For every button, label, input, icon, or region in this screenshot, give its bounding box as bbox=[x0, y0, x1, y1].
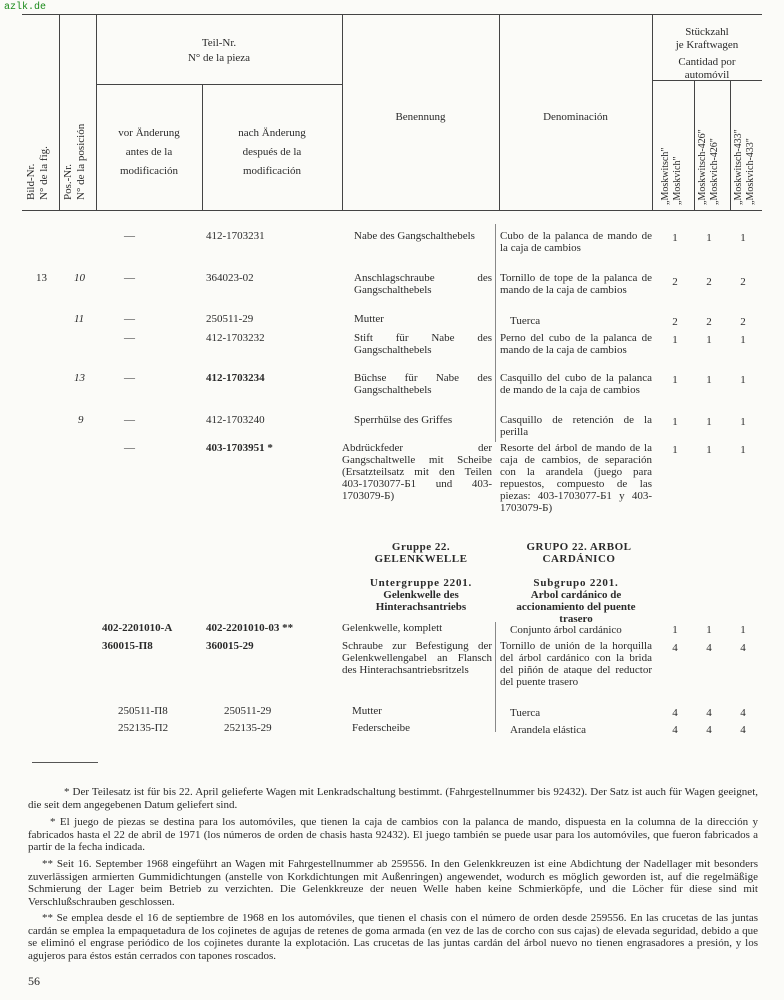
qty-moskwitsch: 2 bbox=[672, 316, 678, 328]
vor-aenderung-cell: 250511-П8 bbox=[118, 705, 168, 717]
qty-433: 4 bbox=[740, 707, 746, 719]
qty-426: 1 bbox=[706, 444, 712, 456]
qty-433: 1 bbox=[740, 444, 746, 456]
header-benennung: Benennung bbox=[395, 111, 446, 123]
footnote-1-es: * El juego de piezas se destina para los automóviles, que tienen la caja de cambios con la palanca de mando, dispuesta en la columna de la dirección y fabricados hasta el 22 de abril de 1971 (los números de orden de chasis hasta 92432). El juego también se puede usar para los automóviles, que fueron fabricados a partir de la fecha indicada. bbox=[28, 816, 758, 853]
header-pos-nr: Pos.-Nr. N° de la posición bbox=[62, 123, 87, 200]
qty-433: 1 bbox=[740, 232, 746, 244]
header-model-433: „Moskwitsch-433" „Moskvich-433" bbox=[733, 129, 756, 205]
benennung-cell: Anschlagschraube des Gangschalthebels bbox=[354, 272, 492, 296]
nach-aenderung-cell: 412-1703232 bbox=[206, 332, 265, 344]
subgroup-de: Untergruppe 2201. Gelenkwelle des Hinterachsantriebs bbox=[369, 577, 473, 613]
benennung-cell: Abdrückfeder der Gangschaltwelle mit Scheibe (Ersatzteilsatz mit den Teilen 403-1703077-Б1 und 403-1703079-Б) bbox=[342, 442, 492, 502]
vor-aenderung-cell: 402-2201010-А bbox=[102, 622, 173, 634]
qty-moskwitsch: 1 bbox=[672, 444, 678, 456]
benennung-cell: Federscheibe bbox=[352, 722, 411, 734]
page-number: 56 bbox=[28, 974, 40, 988]
nach-aenderung-cell: 412-1703240 bbox=[206, 414, 265, 426]
nach-aenderung-cell: 402-2201010-03 ** bbox=[206, 622, 294, 634]
qty-moskwitsch: 1 bbox=[672, 334, 678, 346]
denominacion-cell: Conjunto árbol cardánico bbox=[510, 624, 622, 636]
denominacion-cell: Casquillo de retención de la perilla bbox=[500, 414, 652, 438]
denominacion-cell: Tuerca bbox=[510, 707, 541, 719]
qty-433: 1 bbox=[740, 334, 746, 346]
benennung-cell: Büchse für Nabe des Gangschalthebels bbox=[354, 372, 492, 396]
header-model-426: „Moskwitsch-426" „Moskvich-426" bbox=[697, 129, 720, 205]
qty-433: 1 bbox=[740, 416, 746, 428]
header-nach-aenderung: nach Änderung después de la modificación bbox=[238, 127, 306, 177]
vor-aenderung-cell: 252135-П2 bbox=[118, 722, 169, 734]
nach-aenderung-cell: 403-1703951 * bbox=[206, 442, 273, 454]
qty-433: 2 bbox=[740, 276, 746, 288]
qty-moskwitsch: 1 bbox=[672, 232, 678, 244]
benennung-cell: Nabe des Gangschalthebels bbox=[354, 230, 475, 242]
qty-moskwitsch: 4 bbox=[672, 642, 678, 654]
denominacion-cell: Perno del cubo de la palanca de mando de la caja de cambios bbox=[500, 332, 652, 356]
vor-aenderung-cell: — bbox=[124, 442, 135, 454]
qty-moskwitsch: 2 bbox=[672, 276, 678, 288]
qty-426: 1 bbox=[706, 624, 712, 636]
nach-aenderung-cell: 412-1703234 bbox=[206, 372, 265, 384]
qty-426: 4 bbox=[706, 642, 712, 654]
benennung-cell: Schraube zur Befestigung der Gelenkwellengabel an Flansch des Hinterachsantriebsritzels bbox=[342, 640, 492, 676]
nach-aenderung-cell: 250511-29 bbox=[206, 313, 254, 325]
benennung-cell: Mutter bbox=[354, 313, 384, 325]
group-heading-es: GRUPO 22. ARBOL CARDÁNICO bbox=[526, 541, 632, 565]
footnote-rule bbox=[32, 762, 98, 763]
qty-moskwitsch: 1 bbox=[672, 416, 678, 428]
subgroup-es: Subgrupo 2201. Arbol cardánico de accionamiento del puente trasero bbox=[516, 577, 636, 625]
header-stueckzahl: Stückzahl je Kraftwagen Cantidad por automóvil bbox=[675, 26, 739, 81]
qty-433: 4 bbox=[740, 642, 746, 654]
vor-aenderung-cell: — bbox=[124, 372, 135, 384]
denominacion-cell: Arandela elástica bbox=[510, 724, 587, 736]
qty-433: 1 bbox=[740, 374, 746, 386]
vor-aenderung-cell: — bbox=[124, 313, 135, 325]
pos-nr-cell: 9 bbox=[78, 414, 84, 426]
benennung-cell: Stift für Nabe des Gangschalthebels bbox=[354, 332, 492, 356]
header-bild-nr: Bild-Nr. N° de la fig. bbox=[25, 146, 50, 200]
header-model-moskwitsch: „Moskwitsch" „Moskvich" bbox=[660, 147, 683, 205]
qty-moskwitsch: 4 bbox=[672, 724, 678, 736]
vor-aenderung-cell: — bbox=[124, 414, 135, 426]
denominacion-cell: Tornillo de tope de la palanca de mando de la caja de cambios bbox=[500, 272, 652, 296]
header-vor-aenderung: vor Änderung antes de la modificación bbox=[118, 127, 180, 177]
qty-426: 4 bbox=[706, 707, 712, 719]
benennung-cell: Sperrhülse des Griffes bbox=[354, 414, 453, 426]
benennung-cell: Gelenkwelle, komplett bbox=[342, 622, 443, 634]
benennung-cell: Mutter bbox=[352, 705, 382, 717]
qty-426: 2 bbox=[706, 276, 712, 288]
nach-aenderung-cell: 360015-29 bbox=[206, 640, 254, 652]
qty-433: 2 bbox=[740, 316, 746, 328]
bild-nr-cell: 13 bbox=[36, 272, 47, 284]
qty-426: 4 bbox=[706, 724, 712, 736]
pos-nr-cell: 10 bbox=[74, 272, 85, 284]
denominacion-cell: Cubo de la palanca de mando de la caja de cambios bbox=[500, 230, 652, 254]
denominacion-cell: Tuerca bbox=[510, 315, 541, 327]
vor-aenderung-cell: — bbox=[124, 332, 135, 344]
pos-nr-cell: 11 bbox=[74, 313, 85, 325]
qty-moskwitsch: 1 bbox=[672, 624, 678, 636]
denominacion-cell: Tornillo de unión de la horquilla del árbol cardánico con la brida del piñón de ataque del reductor del puente trasero bbox=[500, 640, 652, 688]
denominacion-cell: Resorte del árbol de mando de la caja de cambios, de separación con la arandela (juego para repuestos, compuesto de las piezas: 403-1703077-Б1 y 403-1703079-Б) bbox=[500, 442, 652, 514]
vor-aenderung-cell: — bbox=[124, 230, 135, 242]
qty-moskwitsch: 4 bbox=[672, 707, 678, 719]
qty-426: 1 bbox=[706, 334, 712, 346]
qty-433: 4 bbox=[740, 724, 746, 736]
footnote-2-de: ** Seit 16. September 1968 eingeführt an Wagen mit Fahrgestellnummer ab 259556. In den Gelenkkreuzen ist eine Abdichtung der Nadellager mit besonders zuverlässigen armierten Gummidichtungen (anstelle von Korkdichtungen mit Außenringen) angewendet, wodurch es möglich geworden ist, auf die regelmäßige Schmierung der Lager beim Betrieb zu verzichten. Die Gelenkkreuze der neuen Welle haben keine Schmierköpfe, und die Löcher für diese sind mit Verschlußschrauben geschlossen. bbox=[28, 858, 758, 908]
qty-433: 1 bbox=[740, 624, 746, 636]
denominacion-cell: Casquillo del cubo de la palanca de mando de la caja de cambios bbox=[500, 372, 652, 396]
footnote-1-de: * Der Teilesatz ist für bis 22. April gelieferte Wagen mit Lenkradschaltung bestimmt. (Fahrgestellnummer bis 92432). Der Satz ist auch für Wagen geeignet, die seit dem angegebenen Datum geliefert sind. bbox=[28, 786, 758, 811]
header-denominacion: Denominación bbox=[543, 111, 608, 123]
nach-aenderung-cell: 412-1703231 bbox=[206, 230, 265, 242]
vor-aenderung-cell: 360015-П8 bbox=[102, 640, 153, 652]
qty-426: 1 bbox=[706, 232, 712, 244]
header-teil-nr: Teil-Nr. N° de la pieza bbox=[187, 37, 251, 64]
qty-426: 1 bbox=[706, 416, 712, 428]
group-heading-de: Gruppe 22. GELENKWELLE bbox=[374, 541, 468, 565]
qty-moskwitsch: 1 bbox=[672, 374, 678, 386]
nach-aenderung-cell: 252135-29 bbox=[224, 722, 272, 734]
nach-aenderung-cell: 364023-02 bbox=[206, 272, 254, 284]
qty-426: 2 bbox=[706, 316, 712, 328]
watermark: azlk.de bbox=[4, 2, 47, 13]
nach-aenderung-cell: 250511-29 bbox=[224, 705, 272, 717]
pos-nr-cell: 13 bbox=[74, 372, 85, 384]
footnote-2-es: ** Se emplea desde el 16 de septiembre de 1968 en los automóviles, que tienen el chasis con el número de orden desde 259556. En las crucetas de las juntas cardán se emplea la empaquetadura de los cojinetes de agujas de retenes de goma armada (en vez de las de corcho con sus cajas) de elevada seguridad, debido a que se eliminó el engrase periódico de los cojinetes durante la explotación. Las crucetas de las juntas cardán del árbol nuevo no tienen engrasadores a presión, y los agujeros para éstos están cerrados con tapones roscados. bbox=[28, 912, 758, 962]
qty-426: 1 bbox=[706, 374, 712, 386]
vor-aenderung-cell: — bbox=[124, 272, 135, 284]
